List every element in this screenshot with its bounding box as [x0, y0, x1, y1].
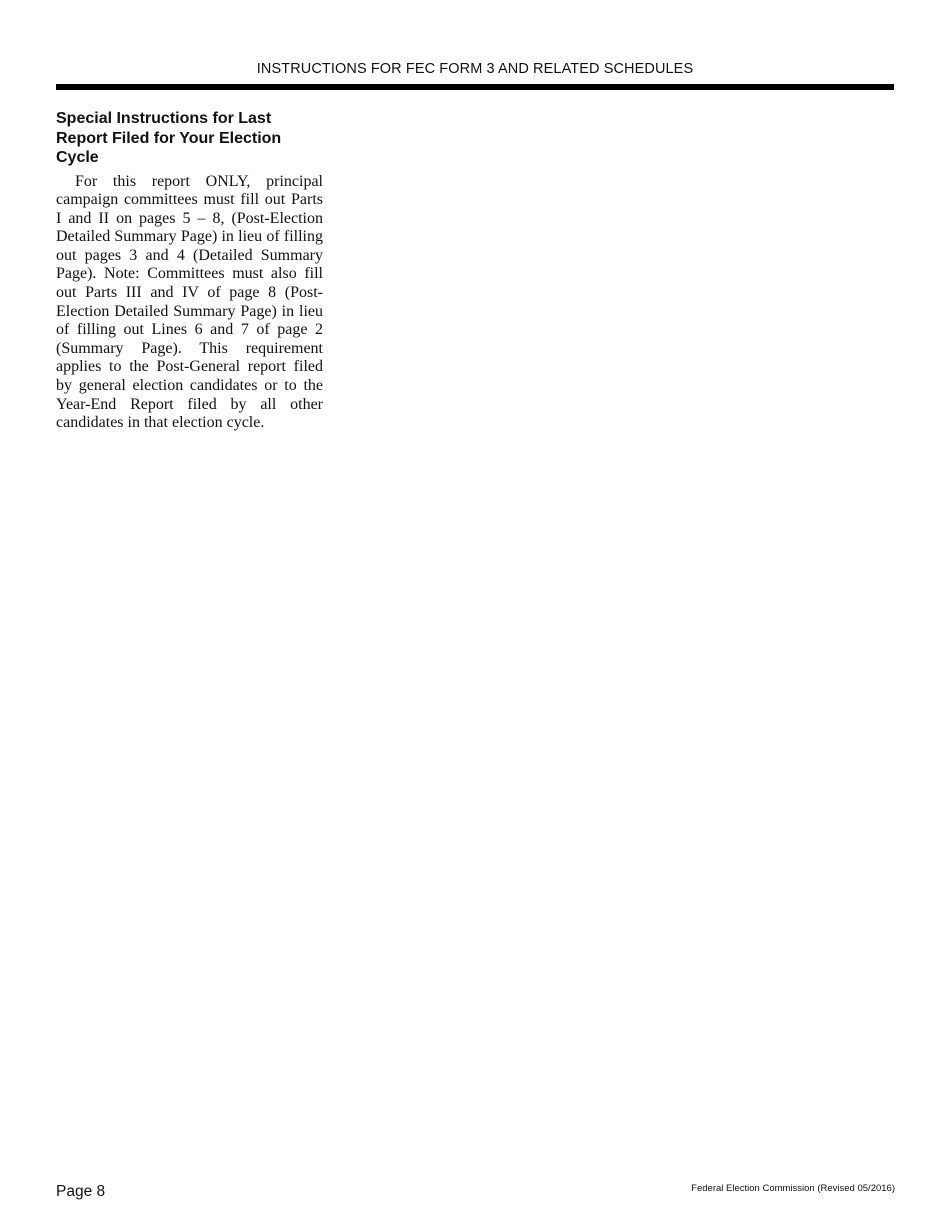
section-body-paragraph: For this report ONLY, principal campaign committees must fill out Parts I and II on pages 5 – 8, (Post-Election Detailed Summary Page) in lieu of filling out pages 3 and 4 (Detailed Summary Page). Note: Committees must also fill out Parts III and IV of page 8 (Post-Election Detailed Summary Page) in lieu of filling out Lines 6 and 7 of page 2 (Summary Page). This requirement applies to the Post-General report filed by general election candidates or to the Year-End Report filed by all other candidates in that election cycle.: [56, 172, 323, 432]
running-header-title: INSTRUCTIONS FOR FEC FORM 3 AND RELATED SCHEDULES: [256, 61, 694, 77]
page-number: Page 8: [56, 1183, 106, 1200]
left-text-column: [56, 109, 323, 433]
footer-credit: Federal Election Commission (Revised 05/2016): [691, 1183, 895, 1194]
header-rule: [56, 84, 894, 90]
section-heading: Special Instructions for Last Report Filed for Your Election Cycle: [56, 110, 282, 166]
